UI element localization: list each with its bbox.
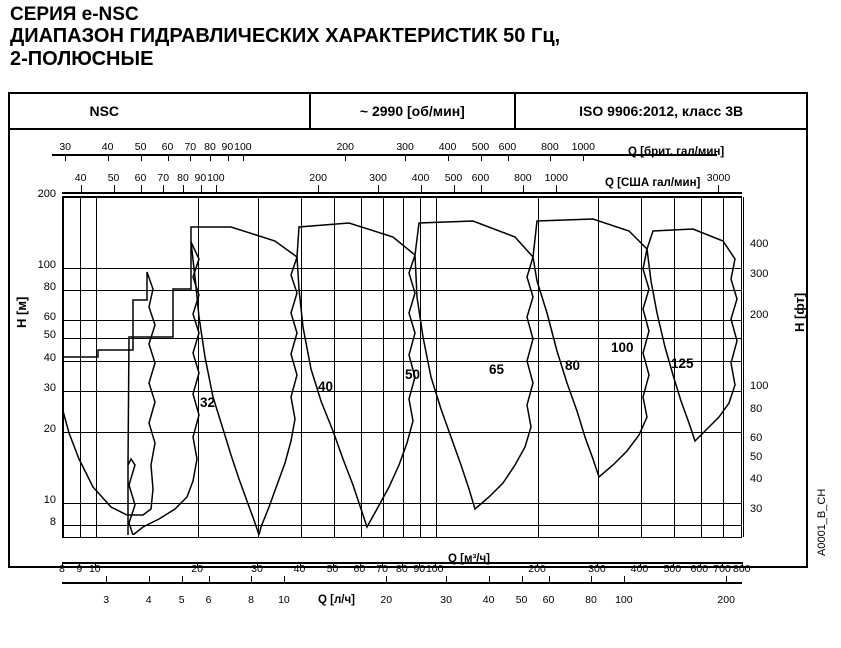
gridline-vertical <box>80 197 81 537</box>
gridline-vertical <box>723 197 724 537</box>
axis-h-ft-tick-label: 80 <box>750 402 763 415</box>
axis-tick-label: 200 <box>717 594 735 606</box>
axis-h-m-tick-label: 30 <box>43 381 56 394</box>
axis-tick <box>318 185 319 192</box>
gridline-horizontal <box>63 268 741 269</box>
axis-tick <box>183 185 184 192</box>
curve-label: 40 <box>318 379 334 394</box>
gridline-vertical <box>403 197 404 537</box>
axis-tick-label: 8 <box>59 563 65 575</box>
axis-tick <box>209 576 210 582</box>
axis-tick-label: 9 <box>76 563 83 575</box>
page-header <box>10 4 830 70</box>
gridline-vertical <box>701 197 702 537</box>
axis-tick-label: 80 <box>177 172 189 184</box>
axis-tick <box>481 185 482 192</box>
drawing-code: A0001_B_CH <box>816 488 828 556</box>
info-model-value: NSC <box>89 103 120 119</box>
axis-tick <box>114 185 115 192</box>
gridline-horizontal <box>63 432 741 433</box>
gridline-horizontal <box>63 338 741 339</box>
axis-tick-label: 3 <box>103 594 110 606</box>
axis-tick-label: 50 <box>326 563 339 575</box>
gridline-vertical <box>361 197 362 537</box>
axis-h-ft-tick-label: 50 <box>750 450 763 463</box>
axis-tick-label: 90 <box>194 172 207 184</box>
info-table <box>8 92 808 130</box>
axis-lh-line <box>62 582 742 584</box>
plot-area <box>62 196 742 538</box>
axis-tick <box>583 154 584 161</box>
axis-tick-label: 40 <box>293 563 306 575</box>
axis-h-m-tick-label: 10 <box>43 493 56 506</box>
axis-tick <box>228 154 229 161</box>
gridline-horizontal <box>63 361 741 362</box>
axis-tick-label: 600 <box>471 172 490 184</box>
axis-tick <box>386 576 387 582</box>
axis-tick <box>523 185 524 192</box>
axis-tick <box>345 154 346 161</box>
axis-tick <box>284 576 285 582</box>
title-line-1: ДИАПАЗОН ГИДРАВЛИЧЕСКИХ ХАРАКТЕРИСТИК 50 Гц, <box>10 25 561 48</box>
gridline-vertical <box>538 197 539 537</box>
axis-tick-label: 50 <box>107 172 120 184</box>
axis-tick-label: 800 <box>514 172 532 184</box>
axis-tick-label: 800 <box>541 141 559 153</box>
axis-tick-label: 300 <box>588 563 606 575</box>
axis-tick-label: 70 <box>376 563 388 575</box>
axis-h-ft-tick-label: 60 <box>750 432 763 445</box>
axis-h-ft-tick-label: 400 <box>750 238 769 251</box>
axis-h-m-tick-label: 40 <box>43 352 56 365</box>
axis-tick-label: 80 <box>396 563 408 575</box>
axis-tick <box>481 154 482 161</box>
axis-h-m-tick-label: 20 <box>43 422 56 435</box>
gridline-vertical <box>420 197 421 537</box>
axis-tick <box>81 185 82 192</box>
axis-tick-label: 70 <box>157 172 170 184</box>
axis-imperial-gpm-line <box>52 154 717 156</box>
axis-tick <box>549 576 550 582</box>
axis-tick-label: 4 <box>145 594 152 606</box>
axis-tick-label: 40 <box>101 141 114 153</box>
axis-tick <box>141 154 142 161</box>
curve-label: 100 <box>611 340 634 355</box>
axis-h-ft-title: H [фт] <box>792 292 807 332</box>
axis-tick <box>421 185 422 192</box>
axis-imperial-gpm-title: Q [брит. гал/мин] <box>628 146 725 158</box>
axis-tick-label: 100 <box>425 563 444 575</box>
axis-tick-label: 400 <box>411 172 430 184</box>
axis-tick <box>163 185 164 192</box>
axis-tick <box>106 576 107 582</box>
axis-tick-label: 80 <box>585 594 597 606</box>
axis-tick <box>168 154 169 161</box>
axis-us-gpm-title: Q [США гал/мин] <box>605 177 701 189</box>
axis-tick <box>448 154 449 161</box>
axis-tick <box>508 154 509 161</box>
gridline-vertical <box>743 197 744 537</box>
axis-tick-label: 60 <box>542 594 555 606</box>
axis-tick-label: 500 <box>471 141 490 153</box>
axis-tick <box>718 185 719 192</box>
axis-tick-label: 600 <box>498 141 517 153</box>
gridline-horizontal <box>63 525 741 526</box>
gridline-horizontal <box>63 320 741 321</box>
axis-h-ft-tick-label: 40 <box>750 473 763 486</box>
gridline-vertical <box>301 197 302 537</box>
axis-tick-label: 700 <box>713 563 731 575</box>
axis-tick-label: 5 <box>178 594 185 606</box>
axis-tick-label: 30 <box>59 141 72 153</box>
axis-h-m-tick-label: 50 <box>43 329 56 342</box>
axis-tick <box>141 185 142 192</box>
title-line-2: 2-ПОЛЮСНЫЕ <box>10 47 154 70</box>
gridline-vertical <box>641 197 642 537</box>
axis-tick-label: 60 <box>134 172 147 184</box>
axis-h-ft-tick-label: 300 <box>750 267 769 280</box>
curve-label: 125 <box>671 356 694 371</box>
gridline-vertical <box>383 197 384 537</box>
axis-tick-label: 6 <box>205 594 212 606</box>
gridline-vertical <box>334 197 335 537</box>
axis-tick <box>243 154 244 161</box>
curve-label: 80 <box>565 358 581 373</box>
axis-h-m-tick-label: 200 <box>37 188 56 200</box>
axis-tick <box>190 154 191 161</box>
axis-tick <box>378 185 379 192</box>
axis-h-m-tick-label: 60 <box>43 310 56 323</box>
axis-tick-label: 400 <box>438 141 457 153</box>
axis-tick-label: 100 <box>615 594 633 606</box>
info-cell-standard: ISO 9906:2012, класс 3B <box>579 103 744 119</box>
axis-tick <box>591 576 592 582</box>
axis-h-ft-tick-label: 100 <box>750 379 769 392</box>
gridline-horizontal <box>63 197 741 198</box>
axis-tick-label: 40 <box>482 594 495 606</box>
axis-tick-label: 400 <box>630 563 649 575</box>
axis-tick-label: 70 <box>184 141 197 153</box>
info-cell-speed: ~ 2990 [об/мин] <box>311 94 517 128</box>
axis-tick-label: 300 <box>396 141 414 153</box>
axis-tick <box>251 576 252 582</box>
axis-tick-label: 90 <box>413 563 426 575</box>
axis-tick <box>446 576 447 582</box>
axis-h-m-tick-label: 100 <box>37 258 56 271</box>
axis-tick-label: 10 <box>88 563 101 575</box>
axis-us-gpm-line <box>62 192 742 194</box>
gridline-vertical <box>198 197 199 537</box>
axis-tick <box>216 185 217 192</box>
axis-tick-label: 800 <box>733 563 751 575</box>
info-cell-model <box>10 94 311 128</box>
axis-tick-label: 600 <box>690 563 709 575</box>
axis-tick <box>726 576 727 582</box>
axis-h-m-title: H [м] <box>14 296 29 328</box>
axis-tick-label: 30 <box>251 563 263 575</box>
axis-tick-label: 80 <box>204 141 216 153</box>
title-series: СЕРИЯ e-NSC <box>10 4 139 25</box>
axis-tick-label: 50 <box>134 141 147 153</box>
axis-tick-label: 500 <box>444 172 463 184</box>
axis-tick <box>454 185 455 192</box>
axis-tick-label: 100 <box>207 172 225 184</box>
gridline-horizontal <box>63 503 741 504</box>
axis-tick-label: 200 <box>528 563 546 575</box>
axis-tick <box>108 154 109 161</box>
axis-tick-label: 30 <box>440 594 452 606</box>
axis-h-m-tick-label: 80 <box>43 281 56 294</box>
gridline-vertical <box>96 197 97 537</box>
axis-tick-label: 50 <box>515 594 528 606</box>
axis-tick <box>405 154 406 161</box>
axis-tick <box>201 185 202 192</box>
axis-tick <box>65 154 66 161</box>
axis-tick <box>149 576 150 582</box>
axis-h-ft-tick-label: 200 <box>750 309 769 322</box>
axis-tick-label: 100 <box>234 141 252 153</box>
axis-tick-label: 300 <box>369 172 387 184</box>
axis-tick-label: 20 <box>191 563 203 575</box>
gridline-vertical <box>598 197 599 537</box>
axis-tick-label: 200 <box>336 141 354 153</box>
axis-h-ft-tick-label: 30 <box>750 502 763 515</box>
gridline-horizontal <box>63 391 741 392</box>
axis-tick-label: 20 <box>380 594 393 606</box>
axis-tick-label: 8 <box>248 594 254 606</box>
curve-label: 32 <box>200 395 216 410</box>
axis-tick <box>182 576 183 582</box>
gridline-vertical <box>258 197 259 537</box>
curve-label: 50 <box>405 367 421 382</box>
pump-curve-envelopes <box>63 197 739 535</box>
axis-tick <box>556 185 557 192</box>
axis-tick-label: 10 <box>278 594 290 606</box>
gridline-vertical <box>436 197 437 537</box>
axis-m3h-title: Q [м³/ч] <box>448 553 491 565</box>
axis-tick-label: 60 <box>353 563 366 575</box>
axis-tick <box>550 154 551 161</box>
axis-tick-label: 200 <box>309 172 327 184</box>
axis-tick-label: 1000 <box>544 172 568 184</box>
axis-tick-label: 1000 <box>571 141 595 153</box>
axis-tick-label: 90 <box>221 141 234 153</box>
curve-label: 65 <box>489 362 505 377</box>
axis-lh-title: Q [л/ч] <box>318 594 355 606</box>
axis-tick-label: 500 <box>663 563 682 575</box>
axis-tick <box>522 576 523 582</box>
axis-tick <box>210 154 211 161</box>
gridline-vertical <box>63 197 64 537</box>
axis-tick-label: 3000 <box>706 172 731 184</box>
axis-h-m-tick-label: 8 <box>49 516 56 529</box>
axis-tick-label: 40 <box>74 172 87 184</box>
axis-tick-label: 60 <box>161 141 174 153</box>
gridline-horizontal <box>63 290 741 291</box>
axis-tick <box>624 576 625 582</box>
axis-tick <box>489 576 490 582</box>
